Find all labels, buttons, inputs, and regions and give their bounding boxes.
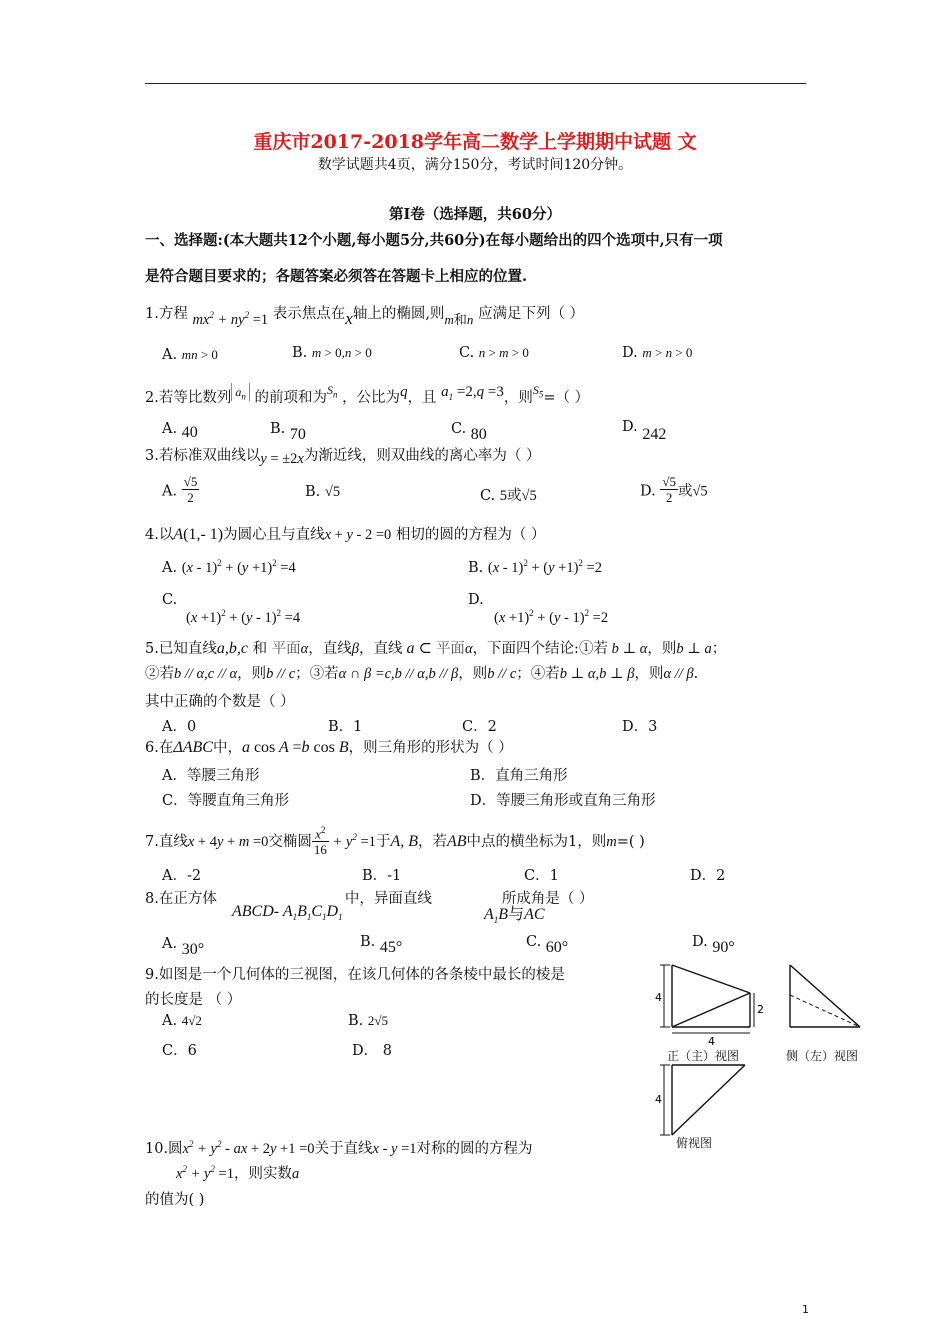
q2-option-c[interactable]: C. 80 xyxy=(451,421,487,443)
front-small-dim: 2 xyxy=(757,1003,764,1016)
question-9-line1: 9.如图是一个几何体的三视图，在该几何体的各条棱中最长的棱是 xyxy=(145,967,565,983)
question-10-line3: 的值为( ) xyxy=(145,1192,205,1208)
q6-option-b[interactable]: B．直角三角形 xyxy=(470,768,568,784)
q4-option-c[interactable]: C. $(x +1)^2 + (y - 1)^2 =4$ xyxy=(162,592,301,626)
q3-option-d[interactable]: D. $\frac{√5}{2}$ 或√5 xyxy=(640,474,708,505)
section-instructions-line1: 一、选择题:(本大题共12个小题,每小题5分,共60分)在每小题给出的四个选项中,只有一项 xyxy=(145,232,723,249)
front-height-dim: 4 xyxy=(655,991,662,1004)
question-5-line1: 5.已知直线a,b,c 和 平面α，直线β，直线 a ⊂ 平面α，下面四个结论:①若 b ⊥ α，则b ⊥ a； xyxy=(145,640,727,657)
q3-option-c[interactable]: C. 5或√5 xyxy=(480,488,537,504)
q7-option-d[interactable]: D．2 xyxy=(690,868,726,884)
question-4: 4.以A(1,- 1)为圆心且与直线x + y - 2 =0 相切的圆的方程为（ ） xyxy=(145,526,546,543)
q1-option-c[interactable]: C. n > m > 0 xyxy=(459,345,529,361)
q2-option-b[interactable]: B. 70 xyxy=(270,421,306,443)
q1-option-b[interactable]: B. m > 0,n > 0 xyxy=(292,345,372,361)
front-view xyxy=(660,965,754,1033)
page-title: 重庆市2017-2018学年高二数学上学期期中试题 文 xyxy=(253,131,697,153)
section-instructions-line2: 是符合题目要求的；各题答案必须答在答题卡上相应的位置. xyxy=(145,268,528,285)
question-10-line2: $x^2 + y^2 =1$，则实数a xyxy=(176,1164,300,1182)
q5-option-b[interactable]: B．1 xyxy=(328,719,363,735)
q3-option-a[interactable]: A. $\frac{√5}{2}$ xyxy=(162,474,198,505)
q2-option-a[interactable]: A. 40 xyxy=(162,421,198,441)
q1-text: 1.方程 xyxy=(145,306,188,322)
side-view-label: 侧（左）视图 xyxy=(786,1049,859,1063)
q1-text: 轴上的椭圆,则 xyxy=(352,306,445,322)
q9-option-d[interactable]: D． 8 xyxy=(352,1043,392,1059)
q9-option-b[interactable]: B. 2√5 xyxy=(348,1013,389,1029)
q5-option-c[interactable]: C．2 xyxy=(462,719,497,735)
question-9-line2: 的长度是 （ ） xyxy=(145,992,242,1008)
side-view xyxy=(790,965,860,1027)
question-5-line3: 其中正确的个数是（ ） xyxy=(145,694,295,710)
q8-option-d[interactable]: D. 90° xyxy=(692,934,735,956)
q3-option-b[interactable]: B. √5 xyxy=(305,484,341,500)
q1-text: 应满足下列（ ） xyxy=(477,306,585,322)
q6-option-a[interactable]: A．等腰三角形 xyxy=(162,768,260,784)
q9-option-a[interactable]: A. 4√2 xyxy=(162,1013,202,1029)
part-heading: 第Ⅰ卷（选择题，共60分） xyxy=(389,206,561,223)
question-2: 2.若等比数列 $^{a_n}$ 的前项和为$^{S_n}$ ，公比为q，且 $a_1 =2,q =3$，则$^{S_5}$=（ ） xyxy=(145,383,590,406)
q1-option-a[interactable]: A. mn > 0 xyxy=(162,347,218,363)
question-10-line1: 10.圆$x^2 + y^2$ - ax + 2y +1 =0关于直线x - y =1对称的圆的方程为 xyxy=(145,1139,533,1157)
q4-option-a[interactable]: A. $(x - 1)^2 + (y +1)^2 =4$ xyxy=(162,558,296,576)
q8-cube-name: ABCD- $A_1B_1C_1D_1$ xyxy=(232,903,343,923)
q8-option-a[interactable]: A. 30° xyxy=(162,936,205,958)
q1-text: 表示焦点在 xyxy=(272,306,346,322)
q7-option-b[interactable]: B．-1 xyxy=(362,868,402,884)
question-1: 1.方程 $mx^2 + ny^2 =1$ 表示焦点在x轴上的椭圆,则m和n 应满足下列（ ） xyxy=(145,306,585,328)
q4-option-b[interactable]: B. $(x - 1)^2 + (y +1)^2 =2$ xyxy=(468,558,602,576)
question-5-line2: ②若b // α,c // α，则b // c；③若α ∩ β =c,b // α,b // β，则b // c；④若b ⊥ α,b ⊥ β，则α // β. xyxy=(145,666,699,682)
q7-option-a[interactable]: A．-2 xyxy=(162,868,202,884)
question-6: 6.在ΔABC中，a cos A =b cos B，则三角形的形状为（ ） xyxy=(145,739,513,756)
question-3: 3.若标准双曲线以y = ±2x为渐近线，则双曲线的离心率为（ ） xyxy=(145,448,541,467)
header-rule xyxy=(145,83,806,84)
q7-option-c[interactable]: C．1 xyxy=(524,868,559,884)
q1-option-d[interactable]: D. m > n > 0 xyxy=(622,345,693,361)
q6-option-c[interactable]: C．等腰直角三角形 xyxy=(162,793,290,809)
q9-option-c[interactable]: C．6 xyxy=(162,1043,197,1059)
page-number: 1 xyxy=(802,1303,809,1316)
q5-option-a[interactable]: A．0 xyxy=(162,719,197,735)
q4-option-d[interactable]: D. $(x +1)^2 + (y - 1)^2 =2$ xyxy=(468,592,609,626)
front-view-label: 正（主）视图 xyxy=(667,1049,740,1063)
q5-option-d[interactable]: D．3 xyxy=(622,719,658,735)
top-view xyxy=(660,1065,745,1135)
q8-option-b[interactable]: B. 45° xyxy=(360,934,403,956)
q8-option-c[interactable]: C. 60° xyxy=(526,934,569,956)
top-height-dim: 4 xyxy=(655,1093,662,1106)
page-subtitle: 数学试题共4页，满分150分，考试时间120分钟。 xyxy=(317,157,633,173)
top-view-label: 俯视图 xyxy=(676,1136,713,1150)
q8-lines: $A_1B$与AC xyxy=(484,904,545,926)
q6-option-d[interactable]: D．等腰三角形或直角三角形 xyxy=(470,793,656,809)
front-width-dim: 4 xyxy=(708,1035,715,1048)
question-8: 8.在正方体 中，异面直线 所成角是（ ） xyxy=(145,891,594,907)
question-7: 7.直线x + 4y + m =0交椭圆 $\frac{x^2}{16}$ + $y^2 =1$于A, B，若AB中点的横坐标为1，则m=( ) xyxy=(145,825,645,858)
q2-option-d[interactable]: D. 242 xyxy=(622,419,667,443)
